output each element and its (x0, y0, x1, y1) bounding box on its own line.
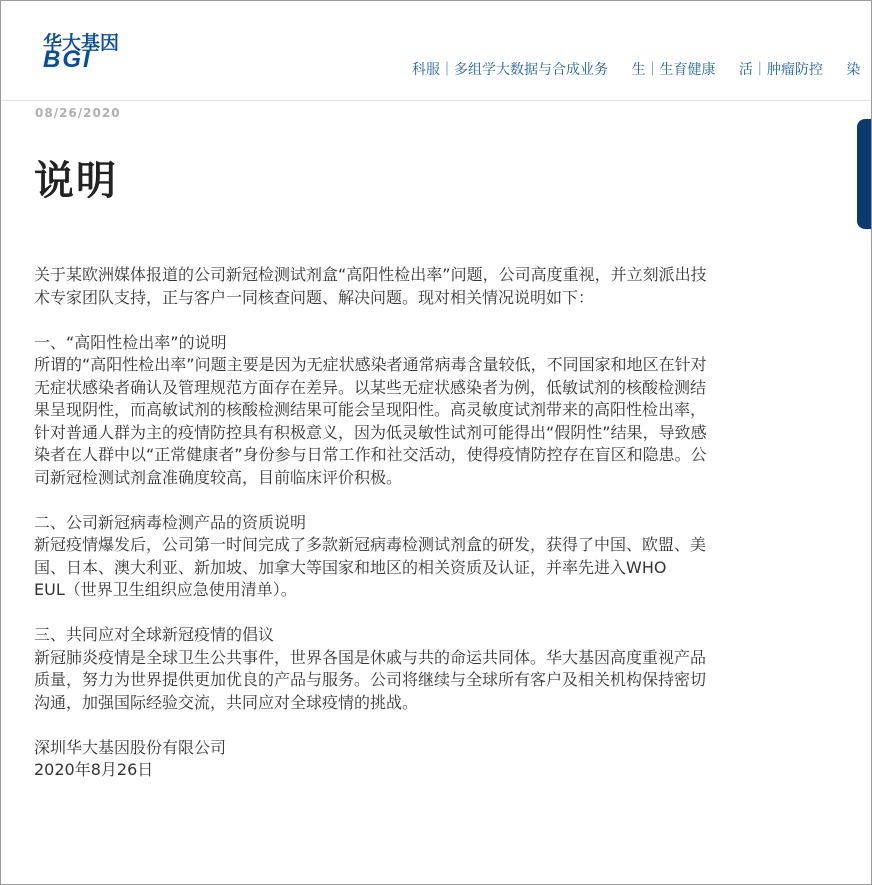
section3-line: 质量，努力为世界提供更加优良的产品与服务。公司将继续与全球所有客户及相关机构保持密切 (34, 670, 707, 689)
signature-company: 深圳华大基因股份有限公司 (34, 737, 227, 757)
section1-line: 无症状感染者确认及管理规范方面存在差异。以某些无症状感染者为例，低敏试剂的核酸检测结 (34, 377, 707, 397)
logo-cn-text: 华大基因 (43, 32, 120, 54)
article-body (34, 264, 794, 782)
site-header (1, 1, 872, 101)
section1-line: 司新冠检测试剂盒准确度较高，目前临床评价积极。 (34, 467, 403, 487)
section1-line: 针对普通人群为主的疫情防控具有积极意义，因为低灵敏性试剂可能得出“假阴性”结果，导致感 (34, 422, 707, 442)
section2-line: 国、日本、澳大利亚、新加坡、加拿大等国家和地区的相关资质及认证，并率先进入WHO (34, 557, 667, 577)
nav-item-tech-service[interactable]: 科服｜多组学大数据与合成业务 (412, 62, 608, 78)
intro-line: 关于某欧洲媒体报道的公司新冠检测试剂盒“高阳性检出率”问题，公司高度重视，并立刻派出技 (34, 265, 707, 284)
section2-line: EUL（世界卫生组织应急使用清单）。 (34, 580, 297, 599)
section1-paragraph (34, 332, 794, 490)
top-nav (412, 59, 872, 79)
section3-heading: 三、共同应对全球新冠疫情的倡议 (34, 625, 275, 644)
section2-heading: 二、公司新冠病毒检测产品的资质说明 (34, 512, 307, 532)
section1-line: 所谓的“高阳性检出率”问题主要是因为无症状感染者通常病毒含量较低，不同国家和地区在针对 (34, 355, 707, 374)
section1-heading: 一、“高阳性检出率”的说明 (34, 332, 227, 352)
article-date: 08/26/2020 (35, 106, 121, 120)
signature-block (34, 737, 794, 782)
logo-en-text: BGI (43, 46, 92, 73)
section1-line: 果呈现阴性，而高敏试剂的核酸检测结果可能会呈现阳性。高灵敏度试剂带来的高阳性检出率， (34, 400, 707, 419)
signature-date: 2020年8月26日 (34, 760, 154, 779)
section2-paragraph (34, 512, 794, 602)
section2-line: 新冠疫情爆发后，公司第一时间完成了多款新冠病毒检测试剂盒的研发，获得了中国、欧盟、美 (34, 535, 707, 554)
section1-line: 染者在人群中以“正常健康者”身份参与日常工作和社交活动，使得疫情防控存在盲区和隐患。公 (34, 445, 707, 464)
section3-line: 新冠肺炎疫情是全球卫生公共事件，世界各国是休戚与共的命运共同体。华大基因高度重视产品 (34, 647, 707, 667)
intro-line: 术专家团队支持，正与客户一同核查问题、解决问题。现对相关情况说明如下： (34, 287, 595, 307)
nav-item-reproductive-health[interactable]: 生｜生育健康 (631, 62, 716, 78)
bgi-logo[interactable] (43, 28, 135, 74)
nav-item-tumor-prevention[interactable]: 活｜肿瘤防控 (738, 62, 823, 78)
section3-line: 沟通，加强国际经验交流，共同应对全球疫情的挑战。 (34, 692, 419, 712)
intro-paragraph (34, 264, 794, 309)
section3-paragraph (34, 624, 794, 714)
side-float-tab[interactable] (857, 119, 871, 229)
nav-item-infection[interactable]: 染 (846, 62, 861, 78)
article-title: 说明 (34, 158, 118, 204)
